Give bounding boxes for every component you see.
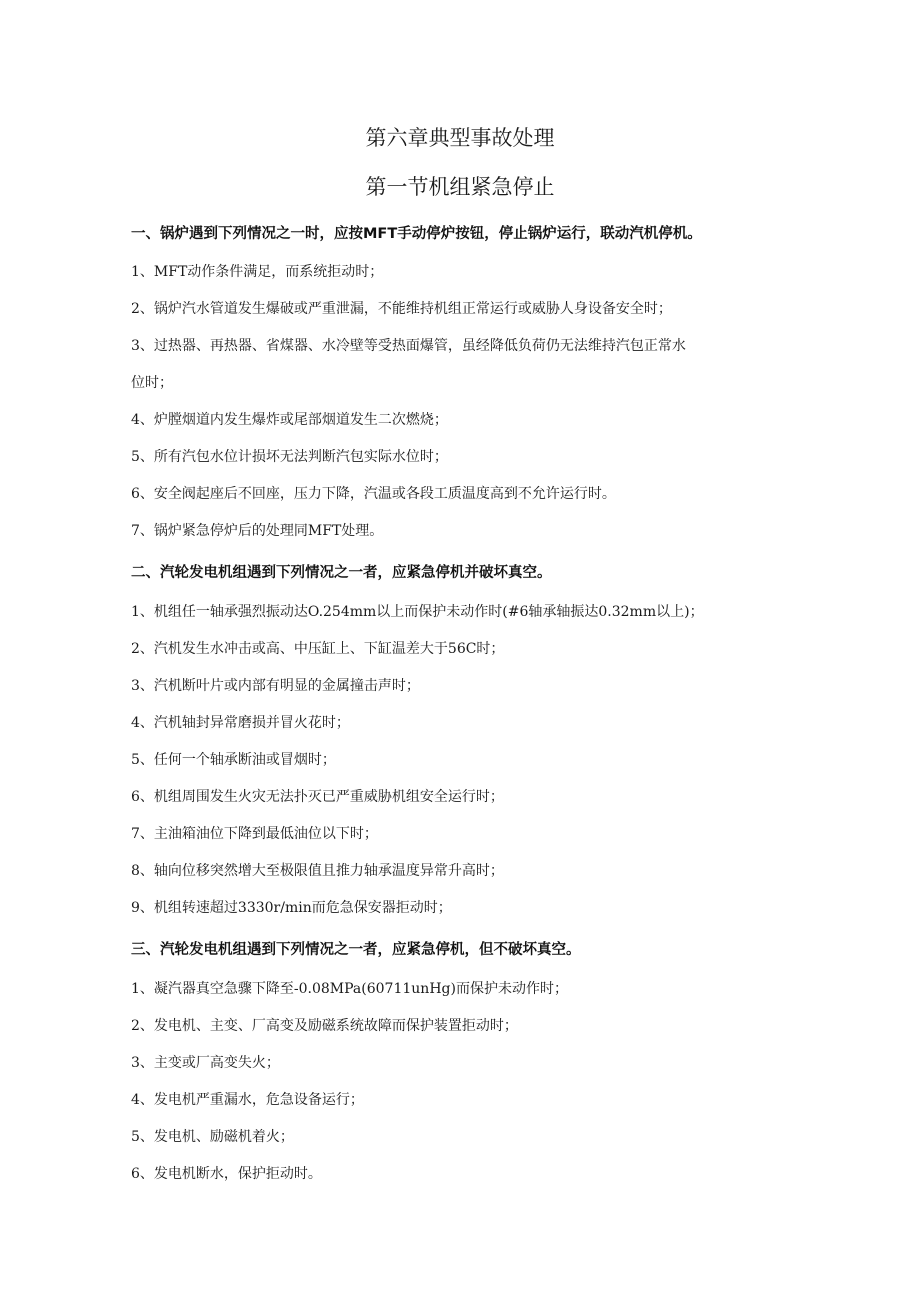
section-3-item: 1、凝汽器真空急骤下降至-0.08MPa(60711unHg)而保护未动作时；: [131, 981, 568, 997]
section-1-item: 3、过热器、再热器、省煤器、水冷壁等受热面爆管，虽经降低负荷仍无法维持汽包正常水: [131, 338, 686, 354]
section-3-item: 5、发电机、励磁机着火；: [131, 1129, 294, 1145]
section-3-item: 4、发电机严重漏水，危急设备运行；: [131, 1092, 364, 1108]
section-2-item: 8、轴向位移突然增大至极限值且推力轴承温度异常升高时；: [131, 863, 504, 879]
section-3-heading: 三、汽轮发电机组遇到下列情况之一者，应紧急停机，但不破坏真空。: [131, 942, 581, 958]
section-3-item: 2、发电机、主变、厂高变及励磁系统故障而保护装置拒动时；: [131, 1018, 518, 1034]
section-1-item: 6、安全阀起座后不回座，压力下降，汽温或各段工质温度高到不允许运行时。: [131, 486, 616, 502]
section-1-item: 2、锅炉汽水管道发生爆破或严重泄漏，不能维持机组正常运行或威胁人身设备安全时；: [131, 301, 672, 317]
section-2-item: 1、机组任一轴承强烈振动达O.254mm以上而保护未动作时(#6轴承轴振达0.32mm以上)；: [131, 604, 704, 620]
section-2-item: 3、汽机断叶片或内部有明显的金属撞击声时；: [131, 678, 420, 694]
chapter-title: 第六章典型事故处理: [365, 126, 555, 150]
section-1-item: 4、炉膛烟道内发生爆炸或尾部烟道发生二次燃烧；: [131, 412, 448, 428]
section-3-item: 3、主变或厂高变失火；: [131, 1055, 280, 1071]
section-1-item: 7、锅炉紧急停炉后的处理同MFT处理。: [131, 523, 384, 539]
section-3-item: 6、发电机断水，保护拒动时。: [131, 1166, 322, 1182]
section-2-heading: 二、汽轮发电机组遇到下列情况之一者，应紧急停机并破坏真空。: [131, 565, 552, 581]
section-1-item-continuation: 位时；: [131, 375, 173, 391]
section-1-item: 1、MFT动作条件满足，而系统拒动时；: [131, 264, 384, 280]
section-2-item: 5、任何一个轴承断油或冒烟时；: [131, 752, 336, 768]
section-title: 第一节机组紧急停止: [365, 175, 555, 199]
section-2-item: 2、汽机发生水冲击或高、中压缸上、下缸温差大于56C时；: [131, 641, 505, 657]
section-2-item: 4、汽机轴封异常磨损并冒火花时；: [131, 715, 350, 731]
section-1-item: 5、所有汽包水位计损坏无法判断汽包实际水位时；: [131, 449, 448, 465]
section-2-item: 6、机组周围发生火灾无法扑灭已严重威胁机组安全运行时；: [131, 789, 504, 805]
section-1-heading: 一、锅炉遇到下列情况之一时，应按MFT手动停炉按钮，停止锅炉运行，联动汽机停机。: [131, 226, 702, 242]
section-2-item: 9、机组转速超过3330r/min而危急保安器拒动时；: [131, 900, 452, 916]
section-2-item: 7、主油箱油位下降到最低油位以下时；: [131, 826, 378, 842]
